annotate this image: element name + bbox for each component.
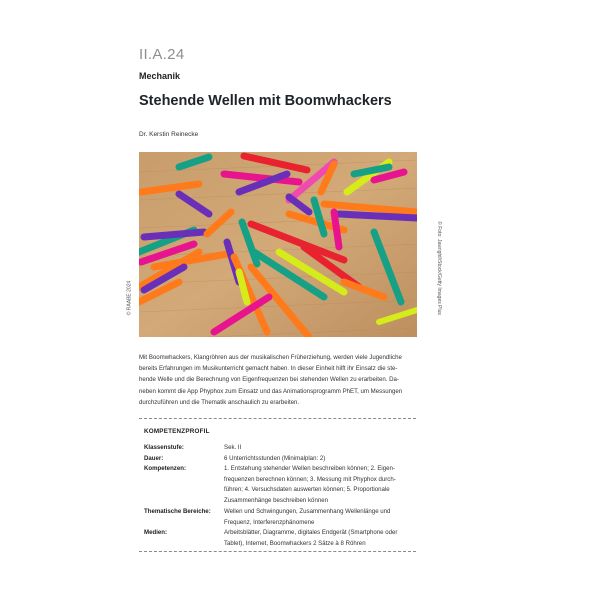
kp-value-line: Sek. II [224, 444, 242, 451]
kp-value [224, 454, 414, 465]
kp-value-line: 1. Entstehung stehender Wellen beschreiben können; 2. Eigen- [224, 465, 395, 472]
kp-label: Kompetenzen: [144, 465, 186, 472]
kp-value [224, 464, 414, 506]
intro-line: durchzuführen und die Thematik anschaulich zu erarbeiten. [139, 398, 300, 406]
kp-value-line: Tablet), Internet, Boomwhackers 2 Sätze à 8 Röhren [224, 539, 366, 547]
divider-top [139, 418, 416, 419]
intro-line: Mit Boomwhackers, Klangröhren aus der musikalischen Früherziehung, werden viele Jugendliche [139, 354, 402, 361]
kp-value-line: Arbeitsblätter, Diagramme, digitales Endgerät (Smartphone oder [224, 529, 398, 536]
page-title: Stehende Wellen mit Boomwhackers [139, 93, 392, 109]
copyright-note: © RAABE 2024 [126, 280, 133, 316]
boomwhackers-photo [139, 152, 417, 337]
photo-credit: © Foto: Jawright/iStock/Getty Images Plus [435, 221, 442, 315]
intro-line: bereits Erfahrungen im Musikunterricht gemacht haben. In dieser Einheit hilft ihr Einsatz die ste- [139, 365, 398, 373]
subject-label: Mechanik [139, 71, 181, 81]
kp-value-line: 6 Unterrichtsstunden (Minimalplan: 2) [224, 454, 326, 462]
kp-value-line: führen; 4. Versuchsdaten auswerten können; 5. Proportionale [224, 486, 390, 494]
divider-bottom [139, 551, 416, 552]
intro-paragraph [139, 352, 421, 408]
kp-value-line: frequenzen berechnen können; 3. Messung mit Phyphox durch- [224, 475, 396, 483]
kp-label: Medien: [144, 529, 168, 536]
kp-value-line: Zusammenhänge beschreiben können [224, 496, 329, 504]
intro-line: hende Welle und die Berechnung von Eigenfrequenzen bei stehenden Wellen zu erarbeiten. Da- [139, 376, 399, 384]
kp-value-line: Frequenz, Interferenzphänomene [224, 518, 315, 526]
kp-label: Klassenstufe: [144, 444, 184, 451]
kp-value [224, 528, 414, 549]
kp-label: Thematische Bereiche: [144, 508, 211, 515]
section-code: II.A.24 [139, 46, 185, 63]
kp-value [224, 443, 414, 454]
kp-value [224, 507, 414, 528]
kompetenzprofil-title: KOMPETENZPROFIL [144, 428, 210, 435]
author-name: Dr. Kerstin Reinecke [139, 131, 199, 138]
intro-line: neben kommt die App Phyphox zum Einsatz und das Animationsprogramm PhET, um Messungen [139, 387, 403, 395]
kp-value-line: Wellen und Schwingungen, Zusammenhang Wellenlänge und [224, 508, 391, 515]
kp-label: Dauer: [144, 454, 164, 462]
